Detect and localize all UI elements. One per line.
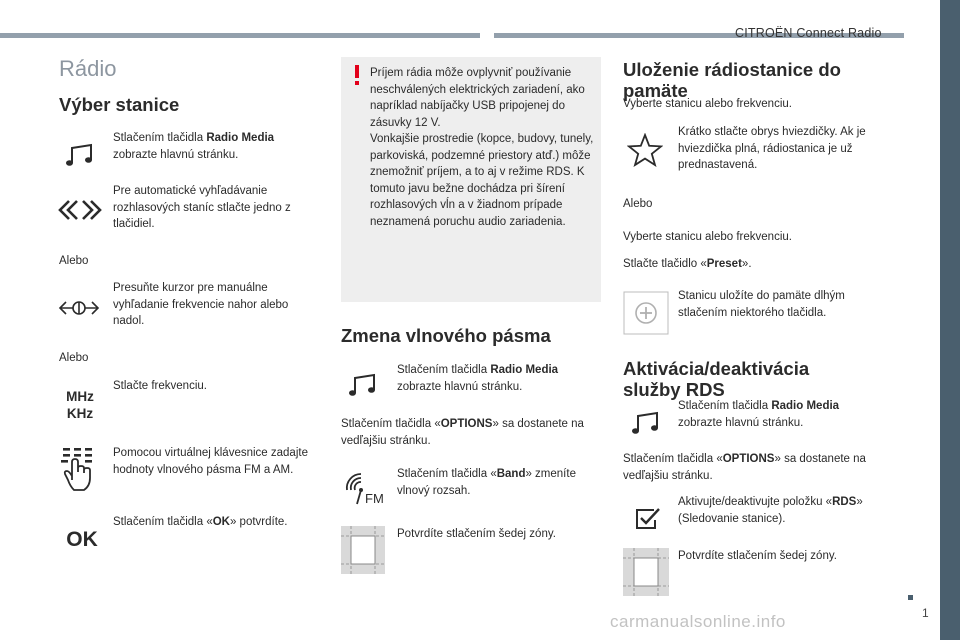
gray-zone-icon[interactable] [623, 548, 669, 596]
mhz-khz-icon[interactable]: MHz KHz [66, 389, 94, 421]
item-auto-search: Pre automatické vyhľadávanie rozhlasových staníc stlačte jedno z tlačidiel. [113, 185, 291, 230]
music-note-icon [628, 410, 664, 438]
double-chevron-icon[interactable] [56, 197, 104, 223]
gray-zone-icon[interactable] [341, 526, 385, 574]
band-item-band: Stlačením tlačidla «Band» zmeníte vlnový rozsah. [397, 468, 576, 497]
keypad-hand-icon[interactable] [58, 445, 100, 493]
star-icon[interactable] [625, 130, 665, 170]
checkbox-icon[interactable] [632, 505, 664, 533]
reception-note-text: Príjem rádia môže ovplyvniť používanie neschválených elektrických zariadení, ako napríklad nabíjačky USB pripojenej do zásuvky 12 V. Vonkajšie prostredie (kopce, budovy, tunely, parkoviská, podzemné priestory atď.) môže znemožniť príjem, a to aj v režime RDS. K tomuto javu bežne dochádza pri šírení rozhlasových vĺn a v žiadnom prípade neznamená poruchu audio zariadenia. [370, 67, 594, 228]
music-note-icon [345, 372, 381, 400]
alebo-label-1: Alebo [59, 255, 89, 267]
save-select: Vyberte stanicu alebo frekvenciu. [623, 231, 792, 243]
item-confirm-ok: Stlačením tlačidla «OK» potvrdíte. [113, 516, 288, 528]
rds-options-para: Stlačením tlačidla «OPTIONS» sa dostanete na vedľajšiu stránku. [623, 453, 866, 482]
plus-preset-icon[interactable] [623, 291, 669, 335]
band-options-para: Stlačením tlačidla «OPTIONS» sa dostanete na vedľajšiu stránku. [341, 418, 584, 447]
svg-text:FM: FM [365, 491, 384, 506]
heading-band-change: Zmena vlnového pásma [341, 325, 551, 346]
side-marker [908, 595, 913, 600]
side-strip [940, 0, 960, 640]
item-press-frequency: Stlačte frekvenciu. [113, 380, 207, 392]
band-item-confirm: Potvrdíte stlačením šedej zóny. [397, 528, 556, 540]
page-title: Rádio [59, 56, 117, 81]
alebo-label-2: Alebo [59, 352, 89, 364]
header-rule-left [0, 33, 480, 38]
heading-save-station: Uloženie rádiostanice do pamäte [623, 59, 841, 101]
rds-item-radio-media: Stlačením tlačidla Radio Media zobrazte hlavnú stránku. [678, 400, 840, 429]
fm-band-icon[interactable] [343, 470, 385, 506]
save-preset: Stlačte tlačidlo «Preset». [623, 258, 752, 270]
music-note-icon [62, 142, 98, 170]
header-title: CITROËN Connect Radio [735, 26, 882, 40]
item-radio-media: Stlačením tlačidla Radio Media zobrazte hlavnú stránku. [113, 132, 275, 161]
heading-station-selection: Výber stanice [59, 94, 180, 115]
page-number: 1 [922, 606, 929, 620]
star-instruction: Krátko stlačte obrys hviezdičky. Ak je hviezdička plná, rádiostanica je už prednastavená. [678, 126, 866, 171]
plus-instruction: Stanicu uložíte do pamäte dlhým stlačením niektorého tlačidla. [678, 290, 845, 319]
save-intro: Vyberte stanicu alebo frekvenciu. [623, 98, 792, 110]
band-item-radio-media: Stlačením tlačidla Radio Media zobrazte hlavnú stránku. [397, 364, 559, 393]
warning-mark-icon [354, 65, 360, 85]
alebo-label-3: Alebo [623, 198, 653, 210]
ok-icon[interactable]: OK [66, 528, 98, 551]
rds-confirm: Potvrdíte stlačením šedej zóny. [678, 550, 837, 562]
rds-toggle-instruction: Aktivujte/deaktivujte položku «RDS» (Sledovanie stanice). [678, 496, 863, 525]
item-manual-tuning: Presuňte kurzor pre manuálne vyhľadanie frekvencie nahor alebo nadol. [113, 282, 289, 327]
tuning-slider-icon[interactable] [56, 296, 102, 320]
watermark: carmanualsonline.info [610, 612, 786, 631]
heading-rds: Aktivácia/deaktivácia služby RDS [623, 358, 810, 400]
item-virtual-keypad: Pomocou virtuálnej klávesnice zadajte hodnoty vlnového pásma FM a AM. [113, 447, 308, 476]
